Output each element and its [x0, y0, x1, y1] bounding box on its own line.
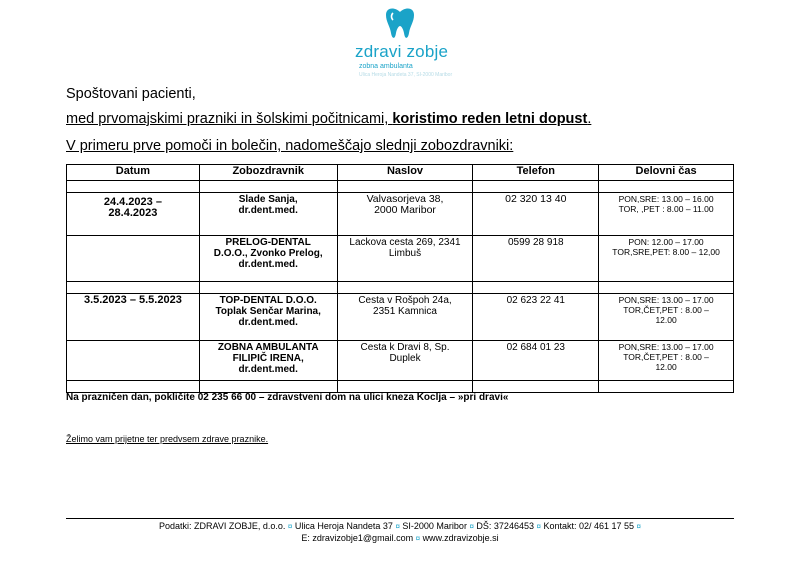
cell-address: Valvasorjeva 38, 2000 Maribor	[337, 193, 473, 236]
replacement-dentists-table	[66, 164, 734, 393]
cell-dentist: PRELOG-DENTAL D.O.O., Zvonko Prelog, dr.dent.med.	[199, 236, 337, 282]
table-header-row	[67, 165, 734, 181]
table-spacer-row	[67, 282, 734, 294]
tooth-icon	[383, 6, 417, 42]
table-row	[67, 236, 734, 282]
cell-hours: PON: 12.00 – 17.00 TOR,SRE,PET: 8.00 – 12,00	[599, 236, 734, 282]
cell-date: 3.5.2023 – 5.5.2023	[67, 294, 200, 341]
separator-icon: ¤	[395, 522, 400, 531]
footer-contact: Kontakt: 02/ 461 17 55	[543, 521, 635, 531]
table-spacer-row	[67, 381, 734, 393]
cell-hours: PON,SRE: 13.00 – 17.00 TOR,ČET,PET : 8.00 – 12.00	[599, 341, 734, 381]
footer-tax: DŠ: 37246453	[476, 521, 534, 531]
table-row	[67, 193, 734, 236]
logo-brand-name: zdravi zobje	[355, 42, 449, 61]
header-hours: Delovni čas	[599, 165, 734, 181]
cell-hours: PON,SRE: 13.00 – 17.00 TOR,ČET,PET : 8.00 – 12.00	[599, 294, 734, 341]
cell-dentist: ZOBNA AMBULANTA FILIPIČ IRENA, dr.dent.med.	[199, 341, 337, 381]
footer-divider	[66, 518, 734, 519]
cell-phone: 02 623 22 41	[473, 294, 599, 341]
clinic-logo	[345, 6, 455, 80]
footer-line-2	[66, 533, 734, 543]
table-spacer-row	[67, 181, 734, 193]
table-row	[67, 341, 734, 381]
separator-icon: ¤	[536, 522, 541, 531]
cell-dentist: TOP-DENTAL D.O.O. Toplak Senčar Marina, dr.dent.med.	[199, 294, 337, 341]
vacation-notice-text: med prvomajskimi prazniki in šolskimi počitnicami,	[66, 111, 393, 127]
logo-faint-text: Ulica Heroja Nandeta 37, SI-2000 Maribor	[359, 72, 453, 78]
cell-dentist: Slade Sanja, dr.dent.med.	[199, 193, 337, 236]
separator-icon: ¤	[287, 522, 293, 531]
footer-company: Podatki: ZDRAVI ZOBJE, d.o.o.	[158, 521, 286, 531]
footer-city: SI-2000 Maribor	[402, 521, 467, 531]
cell-date	[67, 236, 200, 282]
cell-address: Cesta k Dravi 8, Sp. Duplek	[337, 341, 473, 381]
logo-subtitle: zobna ambulanta	[359, 63, 413, 70]
cell-address: Lackova cesta 269, 2341 Limbuš	[337, 236, 473, 282]
cell-date: 24.4.2023 – 28.4.2023	[67, 193, 200, 236]
cell-phone: 02 684 01 23	[473, 341, 599, 381]
vacation-notice-end: .	[587, 111, 592, 127]
cell-phone: 02 320 13 40	[473, 193, 599, 236]
header-phone: Telefon	[473, 165, 599, 181]
holiday-wish: Želimo vam prijetne ter predvsem zdrave praznike.	[66, 434, 269, 444]
cell-date	[67, 341, 200, 381]
separator-icon: ¤	[415, 534, 421, 543]
vacation-notice-bold: koristimo reden letni dopust	[392, 111, 588, 127]
separator-icon: ¤	[636, 522, 641, 531]
separator-icon: ¤	[469, 522, 474, 531]
cell-hours: PON,SRE: 13.00 – 16.00 TOR, ,PET : 8.00 – 11.00	[599, 193, 734, 236]
footer-web: www.zdravizobje.si	[422, 533, 499, 543]
footer-line-1	[66, 521, 734, 531]
footer-email: E: zdravizobje1@gmail.com	[301, 533, 414, 543]
header-date: Datum	[67, 165, 200, 181]
replacement-intro: V primeru prve pomoči in bolečin, nadomeščajo slednji zobozdravniki:	[66, 138, 514, 154]
cell-phone: 0599 28 918	[473, 236, 599, 282]
footer-street: Ulica Heroja Nandeta 37	[294, 521, 393, 531]
vacation-notice	[66, 111, 591, 127]
table-row	[67, 294, 734, 341]
header-address: Naslov	[337, 165, 473, 181]
header-dentist: Zobozdravnik	[199, 165, 337, 181]
greeting: Spoštovani pacienti,	[66, 86, 196, 102]
cell-address: Cesta v Rošpoh 24a, 2351 Kamnica	[337, 294, 473, 341]
holiday-note: Na prazničen dan, pokličite 02 235 66 00 – zdravstveni dom na ulici kneza Koclja – »pri dravi«	[66, 392, 509, 403]
